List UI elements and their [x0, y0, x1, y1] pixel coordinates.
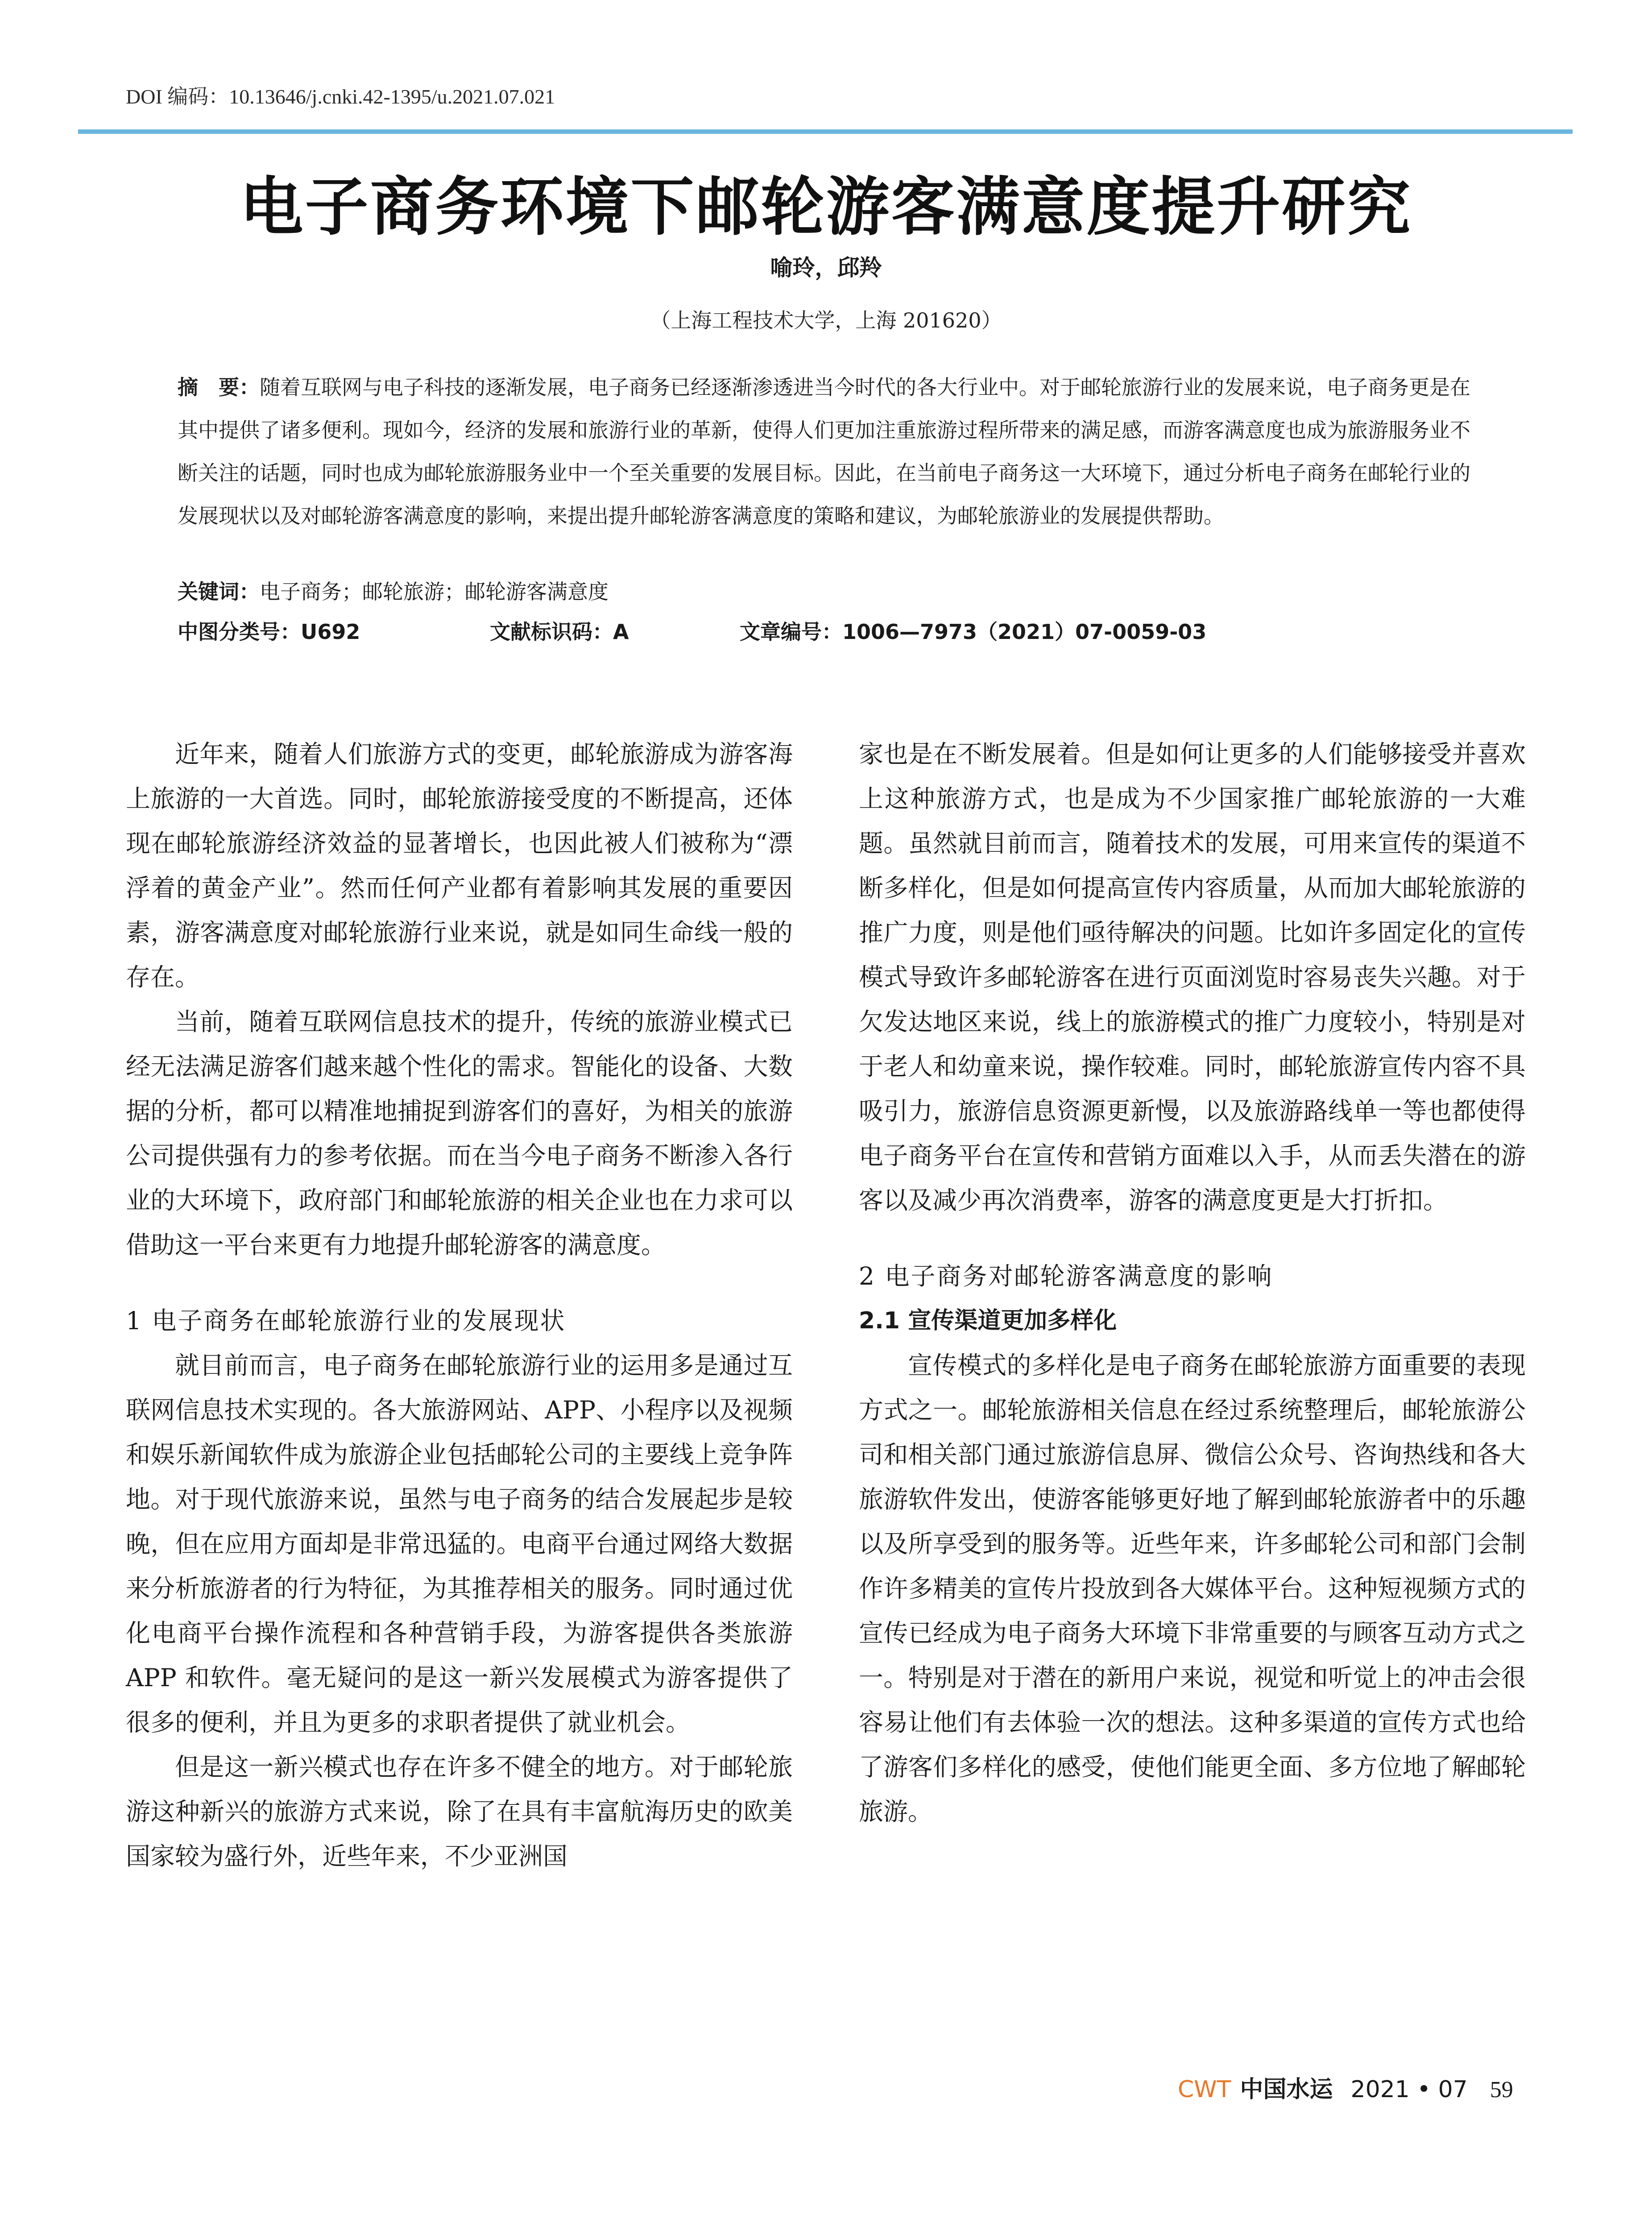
paragraph: 宣传模式的多样化是电子商务在邮轮旅游方面重要的表现方式之一。邮轮旅游相关信息在经过系统整理后，邮轮旅游公司和相关部门通过旅游信息屏、微信公众号、咨询热线和各大旅游软件发出，使游客能够更好地了解到邮轮旅游者中的乐趣以及所享受到的服务等。近些年来，许多邮轮公司和部门会制作许多精美的宣传片投放到各大媒体平台。这种短视频方式的宣传已经成为电子商务大环境下非常重要的与顾客互动方式之一。特别是对于潜在的新用户来说，视觉和听觉上的冲击会很容易让他们有去体验一次的想法。这种多渠道的宣传方式也给了游客们多样化的感受，使他们能更全面、多方位地了解邮轮旅游。 — [859, 1351, 1526, 1826]
clc-number: 中图分类号：U692 — [178, 620, 360, 644]
keywords-label: 关键词： — [178, 580, 260, 604]
paragraph: 当前，随着互联网信息技术的提升，传统的旅游业模式已经无法满足游客们越来越个性化的需求。智能化的设备、大数据的分析，都可以精准地捕捉到游客们的喜好，为相关的旅游公司提供强有力的参考依据。而在当今电子商务不断渗入各行业的大环境下，政府部门和邮轮旅游的相关企业也在力求可以借助这一平台来更有力地提升邮轮游客的满意度。 — [126, 1008, 793, 1259]
article-number: 文章编号：1006—7973（2021）07-0059-03 — [740, 620, 1207, 644]
issue: 2021 • 07 — [1350, 2076, 1468, 2103]
keywords-text: 电子商务；邮轮旅游；邮轮游客满意度 — [260, 580, 609, 604]
page-number: 59 — [1490, 2077, 1513, 2102]
paragraph: 但是这一新兴模式也存在许多不健全的地方。对于邮轮旅游这种新兴的旅游方式来说，除了在具有丰富航海历史的欧美国家较为盛行外，近些年来，不少亚洲国 — [126, 1753, 793, 1870]
subsection-heading-2-1: 2.1 宣传渠道更加多样化 — [859, 1307, 1117, 1334]
header-rule — [78, 129, 1573, 134]
paragraph: 近年来，随着人们旅游方式的变更，邮轮旅游成为游客海上旅游的一大首选。同时，邮轮旅游接受度的不断提高，还体现在邮轮旅游经济效益的显著增长，也因此被人们被称为“漂浮着的黄金产业”。然而任何产业都有着影响其发展的重要因素，游客满意度对邮轮旅游行业来说，就是如同生命线一般的存在。 — [126, 740, 793, 991]
left-column — [126, 732, 793, 1879]
section-heading-2: 2 电子商务对邮轮游客满意度的影响 — [859, 1262, 1273, 1290]
right-column — [859, 732, 1526, 1834]
journal-name: 中国水运 — [1240, 2076, 1333, 2103]
authors: 喻玲，邱羚 — [770, 255, 882, 281]
paragraph: 家也是在不断发展着。但是如何让更多的人们能够接受并喜欢上这种旅游方式，也是成为不少国家推广邮轮旅游的一大难题。虽然就目前而言，随着技术的发展，可用来宣传的渠道不断多样化，但是如何提高宣传内容质量，从而加大邮轮旅游的推广力度，则是他们亟待解决的问题。比如许多固定化的宣传模式导致许多邮轮游客在进行页面浏览时容易丧失兴趣。对于欠发达地区来说，线上的旅游模式的推广力度较小，特别是对于老人和幼童来说，操作较难。同时，邮轮旅游宣传内容不具吸引力，旅游信息资源更新慢，以及旅游路线单一等也都使得电子商务平台在宣传和营销方面难以入手，从而丢失潜在的游客以及减少再次消费率，游客的满意度更是大打折扣。 — [859, 740, 1526, 1215]
paragraph: 就目前而言，电子商务在邮轮旅游行业的运用多是通过互联网信息技术实现的。各大旅游网站、APP、小程序以及视频和娱乐新闻软件成为旅游企业包括邮轮公司的主要线上竞争阵地。对于现代旅游来说，虽然与电子商务的结合发展起步是较晚，但在应用方面却是非常迅猛的。电商平台通过网络大数据来分析旅游者的行为特征，为其推荐相关的服务。同时通过优化电商平台操作流程和各种营销手段，为游客提供各类旅游 APP 和软件。毫无疑问的是这一新兴发展模式为游客提供了很多的便利，并且为更多的求职者提供了就业机会。 — [126, 1351, 793, 1737]
section-heading-1: 1 电子商务在邮轮旅游行业的发展现状 — [126, 1306, 566, 1335]
paper-title: 电子商务环境下邮轮游客满意度提升研究 — [240, 170, 1412, 244]
abstract-label: 摘 要： — [178, 375, 260, 399]
abstract-text: 随着互联网与电子科技的逐渐发展，电子商务已经逐渐渗透进当今时代的各大行业中。对于邮轮旅游行业的发展来说，电子商务更是在其中提供了诸多便利。现如今，经济的发展和旅游行业的革新，使得人们更加注重旅游过程所带来的满足感，而游客满意度也成为旅游服务业不断关注的话题，同时也成为邮轮旅游服务业中一个至关重要的发展目标。因此，在当前电子商务这一大环境下，通过分析电子商务在邮轮行业的发展现状以及对邮轮游客满意度的影响，来提出提升邮轮游客满意度的策略和建议，为邮轮旅游业的发展提供帮助。 — [178, 375, 1470, 528]
affiliation: （上海工程技术大学，上海 201620） — [650, 308, 1002, 332]
journal-brand: CWT — [1178, 2076, 1231, 2103]
keywords — [178, 576, 609, 605]
page-footer — [1178, 2070, 1513, 2104]
abstract — [178, 366, 1476, 537]
document-code: 文献标识码：A — [490, 620, 629, 644]
doi-code: DOI 编码：10.13646/j.cnki.42-1395/u.2021.07.021 — [126, 85, 555, 108]
